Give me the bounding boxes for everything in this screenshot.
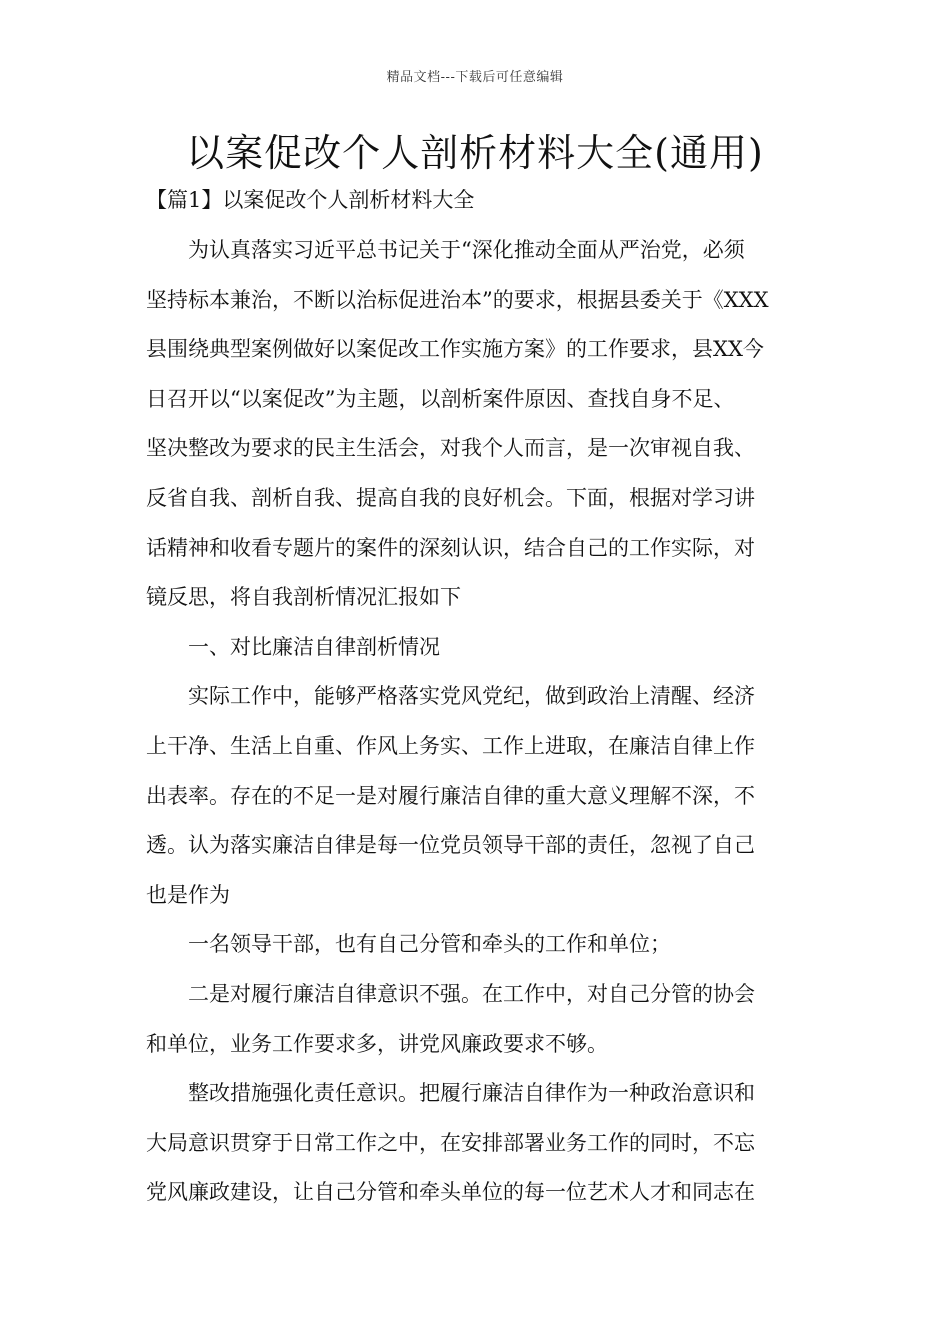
text-line: 大局意识贯穿于日常工作之中，在安排部署业务工作的同时，不忘 <box>146 1130 755 1155</box>
text-line: 党风廉政建设，让自己分管和牵头单位的每一位艺术人才和同志在 <box>146 1180 755 1205</box>
text-line: 实际工作中，能够严格落实党风党纪，做到政治上清醒、经济 <box>188 684 755 709</box>
paragraph-heading-one <box>146 623 806 673</box>
text-line: 上干净、生活上自重、作风上务实、工作上进取，在廉洁自律上作 <box>146 733 755 758</box>
text-line: 话精神和收看专题片的案件的深刻认识，结合自己的工作实际，对 <box>146 535 755 560</box>
text-line: 县围绕典型案例做好以案促改工作实施方案》的工作要求，县XX今 <box>146 337 764 362</box>
header-note: 精品文档---下载后可任意编辑 <box>386 70 564 85</box>
text-line: 为认真落实习近平总书记关于“深化推动全面从严治党，必须 <box>188 238 745 262</box>
text-line: 透。认为落实廉洁自律是每一位党员领导干部的责任，忽视了自己 <box>146 833 755 858</box>
text-line: 日召开以“以案促改”为主题，以剖析案件原因、查找自身不足、 <box>146 386 735 411</box>
section-label: 【篇1】以案促改个人剖析材料大全 <box>146 188 475 212</box>
text-line: 一、对比廉洁自律剖析情况 <box>188 634 440 659</box>
document-title: 以案促改个人剖析材料大全(通用) <box>186 131 764 175</box>
text-line: 反省自我、剖析自我、提高自我的良好机会。下面，根据对学习讲 <box>146 485 755 510</box>
paragraph-awareness <box>146 970 806 1069</box>
paragraph-measures <box>146 1069 806 1218</box>
text-line: 一名领导干部，也有自己分管和牵头的工作和单位； <box>188 932 671 957</box>
text-line: 镜反思，将自我剖析情况汇报如下 <box>146 585 461 610</box>
text-line: 坚持标本兼治，不断以治标促进治本”的要求，根据县委关于《XXX <box>146 287 769 312</box>
text-line: 二是对履行廉洁自律意识不强。在工作中，对自己分管的协会 <box>188 981 755 1006</box>
paragraph-practice <box>146 672 806 920</box>
text-line: 也是作为 <box>146 882 230 907</box>
document-body <box>146 226 806 1218</box>
text-line: 出表率。存在的不足一是对履行廉洁自律的重大意义理解不深，不 <box>146 783 755 808</box>
text-line: 坚决整改为要求的民主生活会，对我个人而言，是一次审视自我、 <box>146 436 755 461</box>
text-line: 整改措施强化责任意识。把履行廉洁自律作为一种政治意识和 <box>188 1081 755 1106</box>
paragraph-intro <box>146 226 806 623</box>
text-line: 和单位，业务工作要求多，讲党风廉政要求不够。 <box>146 1031 608 1056</box>
paragraph-leader <box>146 920 806 970</box>
